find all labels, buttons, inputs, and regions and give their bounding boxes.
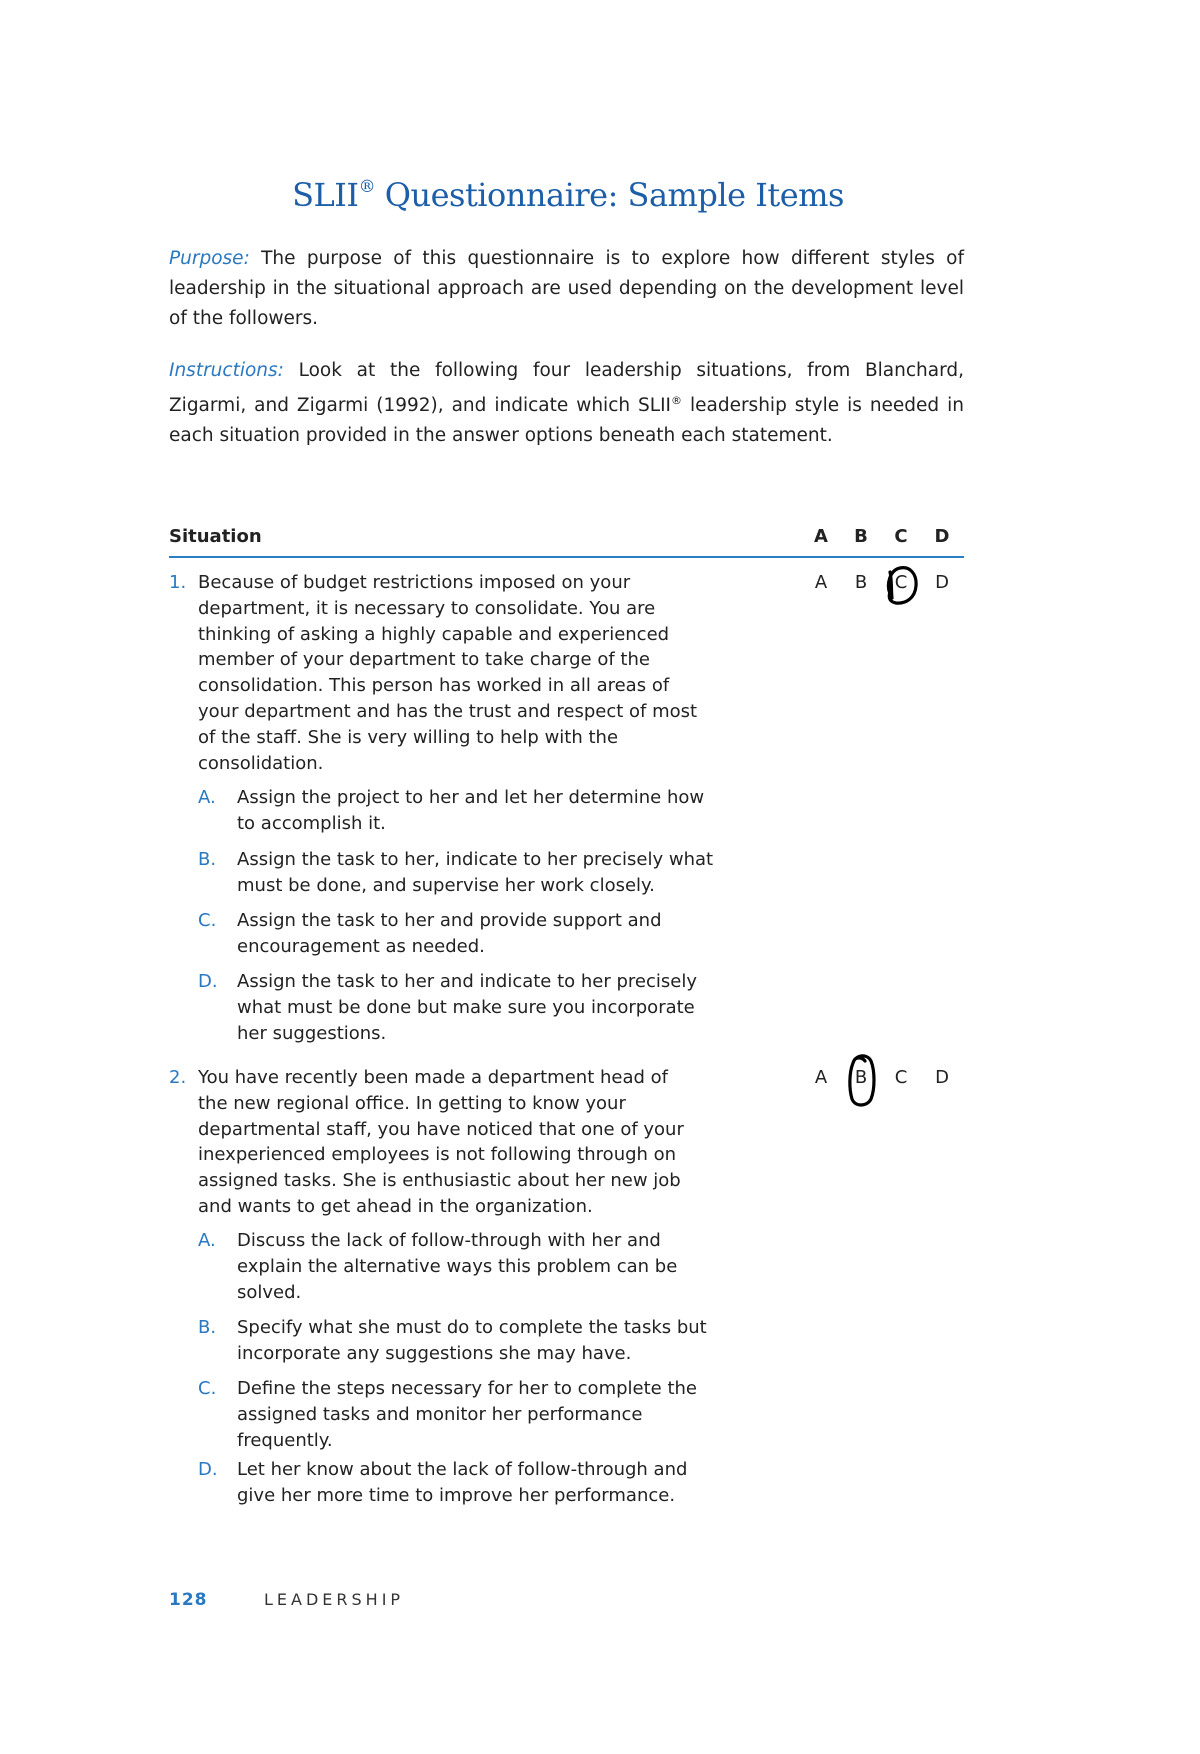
instructions-label: Instructions: [169, 360, 284, 381]
hand-drawn-circle-mark [882, 564, 922, 608]
item-number: 2. [169, 1067, 187, 1088]
purpose-paragraph [169, 244, 964, 334]
header-col-d: D [934, 526, 950, 547]
option-letter: C. [198, 1378, 217, 1399]
option-letter: D. [198, 1459, 218, 1480]
title-registered-mark: ® [358, 177, 376, 197]
table-header [169, 522, 964, 558]
answer-choice-a[interactable]: A [814, 572, 828, 593]
option-text: Let her know about the lack of follow-through and give her more time to improve her performance. [237, 1459, 688, 1506]
answer-choice-a[interactable]: A [814, 1067, 828, 1088]
option-letter: B. [198, 1317, 217, 1338]
situation-item-1 [169, 570, 964, 1044]
answer-choice-b[interactable]: B [854, 572, 868, 593]
header-col-a: A [814, 526, 828, 547]
purpose-text: The purpose of this questionnaire is to explore how different styles of leadership in the situational approach are used depending on the development level of the followers. [169, 248, 964, 329]
item-text: Because of budget restrictions imposed on your department, it is necessary to consolidate. You are thinking of asking a highly capable and experienced member of your department to take charge of the consolidation. This person has worked in all areas of your department and has the trust and respect of most of the staff. She is very willing to help with the consolidation. [198, 572, 698, 774]
option-letter: C. [198, 910, 217, 931]
item-number: 1. [169, 572, 187, 593]
answer-choice-d[interactable]: D [935, 572, 949, 593]
hand-drawn-circle-mark [843, 1051, 879, 1107]
option-letter: A. [198, 1230, 216, 1251]
running-title: LEADERSHIP [264, 1590, 405, 1609]
option-text: Assign the task to her, indicate to her precisely what must be done, and supervise her work closely. [237, 849, 714, 896]
header-col-b: B [854, 526, 868, 547]
answer-choice-d[interactable]: D [935, 1067, 949, 1088]
option-letter: D. [198, 971, 218, 992]
situation-item-2 [169, 1065, 964, 1505]
answer-choice-c[interactable]: C [894, 572, 908, 593]
option-text: Assign the project to her and let her determine how to accomplish it. [237, 787, 705, 834]
option-text: Define the steps necessary for her to complete the assigned tasks and monitor her performance frequently. [237, 1378, 697, 1451]
title-main: SLII [292, 176, 359, 214]
option-text: Discuss the lack of follow-through with her and explain the alternative ways this problem can be solved. [237, 1230, 678, 1303]
option-letter: B. [198, 849, 217, 870]
item-text: You have recently been made a department head of the new regional office. In getting to know your departmental staff, you have noticed that one of your inexperienced employees is not following through on assigned tasks. She is enthusiastic about her new job and wants to get ahead in the organization. [198, 1067, 684, 1217]
option-text: Assign the task to her and provide support and encouragement as needed. [237, 910, 662, 957]
instructions-registered-mark: ® [671, 394, 683, 407]
option-text: Specify what she must do to complete the tasks but incorporate any suggestions she may have. [237, 1317, 707, 1364]
purpose-label: Purpose: [169, 248, 250, 269]
option-letter: A. [198, 787, 216, 808]
page-title [0, 176, 1136, 214]
answer-choice-c[interactable]: C [894, 1067, 908, 1088]
answer-choice-b[interactable]: B [854, 1067, 868, 1088]
title-rest: Questionnaire: Sample Items [375, 176, 844, 214]
instructions-text-a: Look at the following four leadership situations, from Blanchard, Zigarmi, and Zigarmi (1992), and indicate which SLII [169, 360, 964, 416]
header-col-c: C [894, 526, 908, 547]
instructions-paragraph [169, 356, 964, 451]
page-number: 128 [169, 1590, 208, 1610]
header-situation: Situation [169, 526, 262, 547]
option-text: Assign the task to her and indicate to her precisely what must be done but make sure you incorporate her suggestions. [237, 971, 698, 1044]
instructions-text-b: leadership style is needed in each situation provided in the answer options beneath each statement. [169, 395, 965, 446]
